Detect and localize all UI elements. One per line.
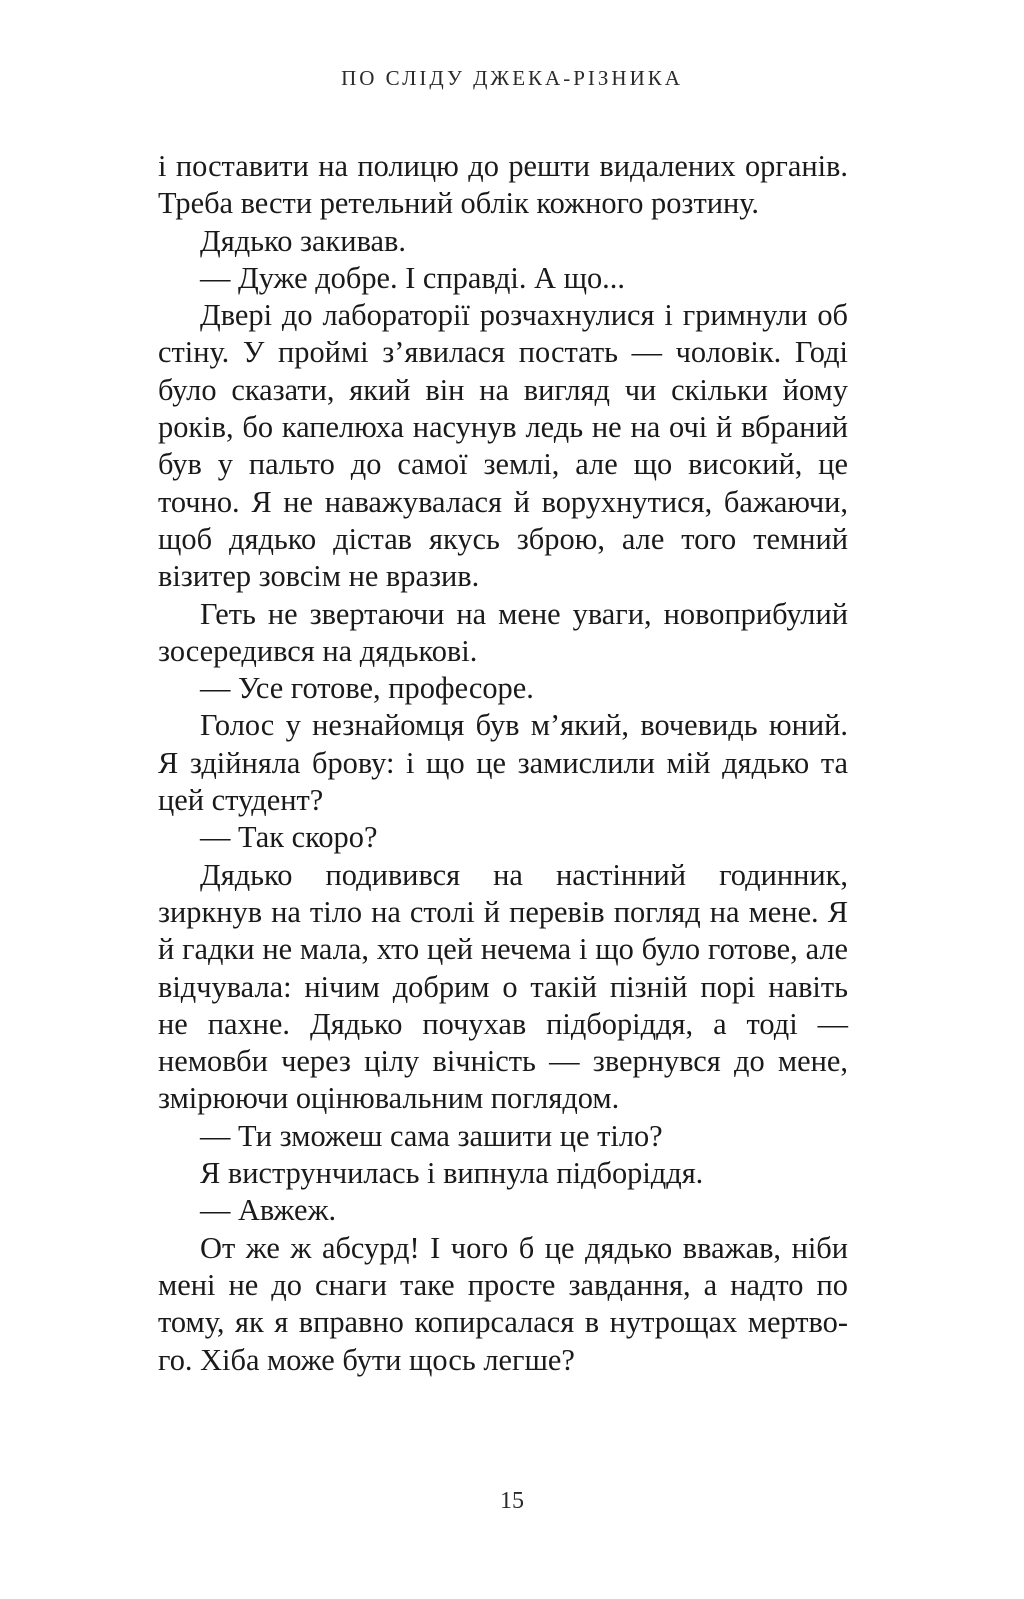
paragraph: Я виструнчилась і випнула підборіддя.	[200, 1156, 704, 1191]
paragraph: Дядько закивав.	[200, 223, 406, 258]
paragraph: — Так скоро?	[200, 820, 378, 855]
body-text	[158, 148, 848, 1379]
paragraph: Голос у незнайомця був м’який, вочевидь юний. Я здійняла брову: і що це замислили мій дядько та цей студент?	[158, 708, 848, 818]
paragraph: — Ти зможеш сама зашити це тіло?	[200, 1118, 663, 1153]
paragraph: — Авжеж.	[200, 1193, 337, 1228]
paragraph: — Усе готове, професоре.	[200, 671, 534, 706]
page-number: 15	[500, 1488, 524, 1514]
paragraph: Дядько подивився на настінний годинник, зиркнув на тіло на столі й перевів погляд на мене. Я й гадки не мала, хто цей нечема і що було готове, але відчувала: нічим добрим о такій пізній порі навіть не пахне. Дядько почухав підборіддя, а тоді — немовби через цілу вічність — звернувся до мене, змірюючи оцінювальним поглядом.	[158, 857, 848, 1116]
running-head: ПО СЛІДУ ДЖЕКА-РІЗНИКА	[341, 66, 683, 90]
paragraph: От же ж абсурд! І чого б це дядько вважав, ніби мені не до снаги таке просте завдання, а надто по тому, як я вправно копирсалася в нутрощах мертвого. Хіба може бути щось легше?	[158, 1230, 848, 1377]
paragraph: — Дуже добре. І справді. А що...	[200, 260, 625, 295]
paragraph: і поставити на полицю до решти видалених органів. Треба вести ретельний облік кожного розтину.	[158, 149, 848, 221]
paragraph: Геть не звертаючи на мене уваги, новоприбулий зосередився на дядькові.	[158, 596, 848, 668]
paragraph: Двері до лабораторії розчахнулися і гримнули об стіну. У проймі з’явилася постать — чоловік. Годі було сказати, який він на вигляд чи скільки йому років, бо капелюха насунув ледь не на очі й вбраний був у пальто до самої землі, але що високий, це точно. Я не наважувалася й ворухнутися, бажаючи, щоб дядько дістав якусь зброю, але того темний візитер зовсім не вразив.	[158, 298, 848, 594]
